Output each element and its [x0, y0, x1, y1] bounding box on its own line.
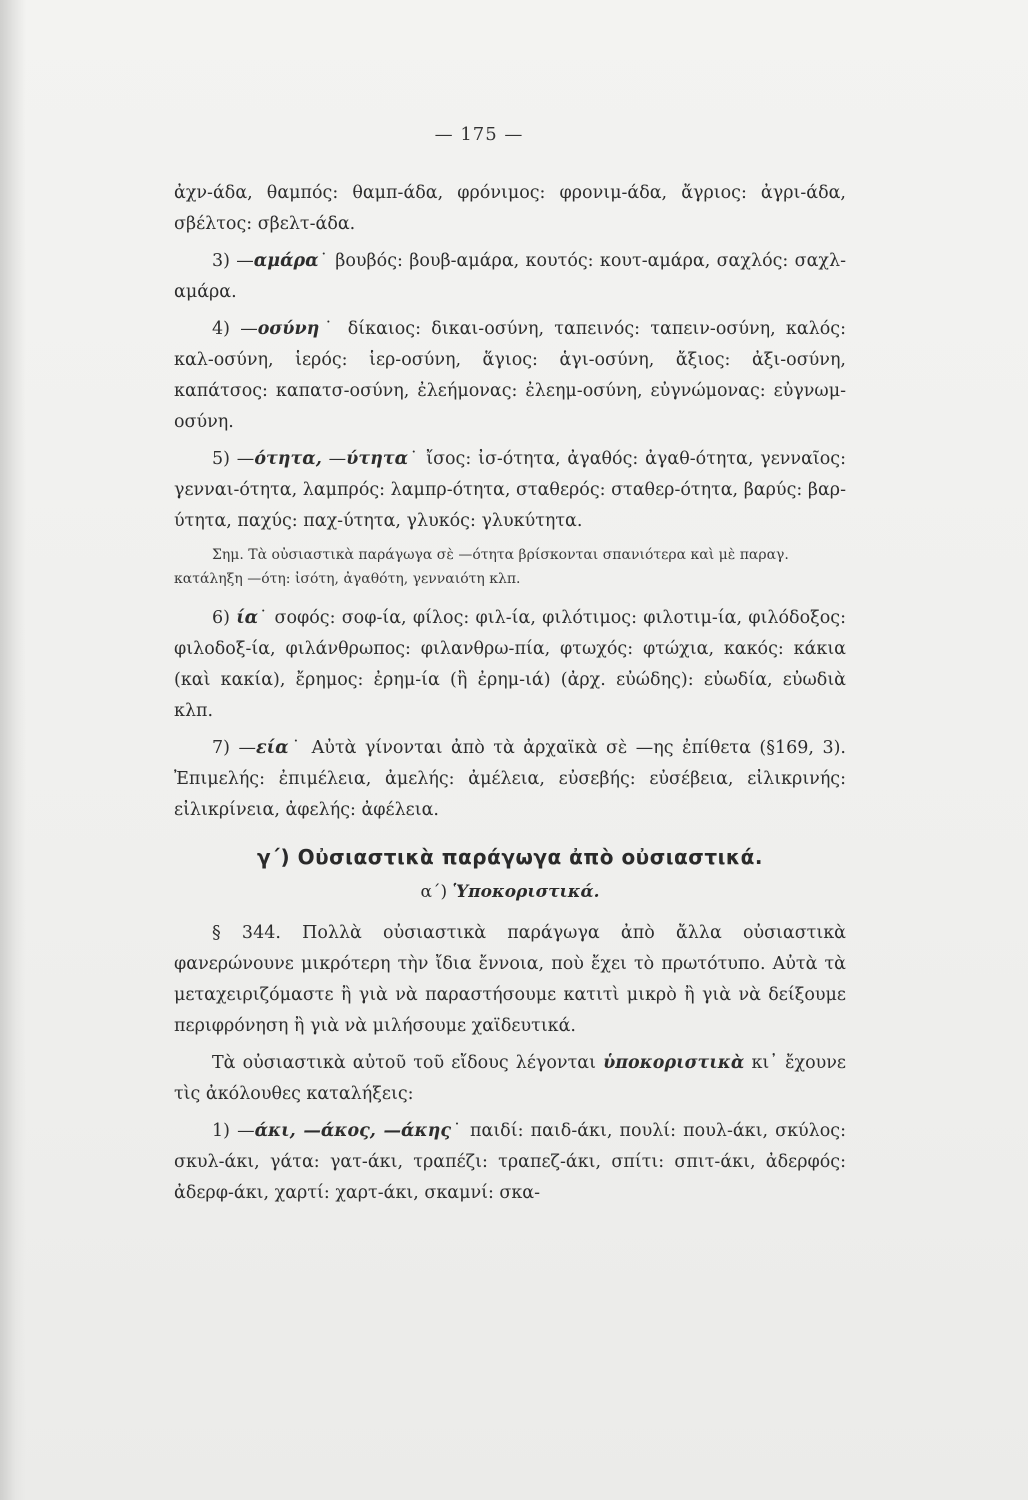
- subsection-heading: [174, 877, 846, 908]
- item-number: 5) —: [212, 449, 255, 469]
- suffix-label: εία: [255, 738, 289, 758]
- paragraph-ia: [174, 603, 846, 727]
- suffix-label: οσύνη: [257, 319, 320, 339]
- suffix-label: άκι, —άκος, —άκης: [254, 1121, 452, 1141]
- paragraph-aki: [174, 1116, 846, 1209]
- paragraph-osyni: [174, 314, 846, 438]
- item-number: 1) —: [212, 1121, 255, 1141]
- item-number: 6): [212, 608, 230, 628]
- subsection-label: Ὑποκοριστικά.: [452, 882, 600, 902]
- term-bold: ὑποκοριστικὰ: [603, 1053, 745, 1073]
- paragraph-hypocoristics: [174, 1048, 846, 1110]
- paragraph-ada-continued: ἀχν-άδα, θαμπός: θαμπ-άδα, φρόνιμος: φρονιμ-άδα, ἄγριος: ἀγρι-άδα, σβέλτος: σβελτ-άδα.: [174, 183, 846, 234]
- paragraph-text: Τὰ οὐσιαστικὰ αὐτοῦ τοῦ εἴδους λέγονται: [212, 1053, 604, 1073]
- suffix-label: αμάρα: [253, 251, 319, 271]
- section-heading: γ΄) Οὐσιαστικὰ παράγωγα ἀπὸ οὐσιαστικά.: [257, 845, 763, 869]
- suffix-separator: —: [321, 449, 347, 469]
- item-examples: ˙ δίκαιος: δικαι-οσύνη, ταπεινός: ταπειν-οσύνη, καλός: καλ-οσύνη, ἱερός: ἱερ-οσύνη, ἅγιος: ἁγι-οσύνη, ἄξιος: ἀξι-οσύνη, καπάτσος: καπατσ-οσύνη, ἐλεήμονας: ἐλεημ-οσύνη, εὐγνώμονας: εὐγνωμ-οσύνη.: [174, 319, 846, 432]
- paragraph-amara: [174, 246, 846, 308]
- page-edge-shadow: [0, 0, 26, 1500]
- item-examples: ˙ Αὐτὰ γίνονται ἀπὸ τὰ ἀρχαϊκὰ σὲ —ης ἐπίθετα (§169, 3). Ἐπιμελής: ἐπιμέλεια, ἀμελής: ἀμέλεια, εὐσεβής: εὐσέβεια, εἰλικρινής: εἰλικρίνεια, ἀφελής: ἀφέλεια.: [174, 738, 846, 820]
- page-body: [174, 178, 846, 1215]
- suffix-label: ύτητα: [346, 449, 409, 469]
- item-examples: ˙ ἴσος: ἰσ-ότητα, ἀγαθός: ἀγαθ-ότητα, γενναῖος: γενναι-ότητα, λαμπρός: λαμπρ-ότητα, σταθερός: σταθερ-ότητα, βαρύς: βαρ-ύτητα, παχύς: παχ-ύτητα, γλυκός: γλυκύτητα.: [174, 449, 846, 531]
- paragraph-otita: [174, 444, 846, 537]
- suffix-label: ία: [236, 608, 259, 628]
- paragraph-text: κι᾽ ἔχουνε τὶς ἀκόλουθες καταλήξεις:: [174, 1053, 846, 1104]
- item-number: 7) —: [212, 738, 256, 758]
- item-number: 4) —: [212, 319, 258, 339]
- item-examples: ˙ παιδί: παιδ-άκι, πουλί: πουλ-άκι, σκύλος: σκυλ-άκι, γάτα: γατ-άκι, τραπέζι: τραπεζ-άκι, σπίτι: σπιτ-άκι, ἀδερφός: ἀδερφ-άκι, χαρτί: χαρτ-άκι, σκαμνί: σκα-: [174, 1121, 847, 1203]
- item-number: 3) —: [212, 251, 254, 271]
- page-number: — 175 —: [434, 124, 524, 145]
- suffix-label: ότητα,: [254, 449, 322, 469]
- paragraph-eia: [174, 733, 846, 826]
- paragraph-344: § 344. Πολλὰ οὐσιαστικὰ παράγωγα ἀπὸ ἄλλα οὐσιαστικὰ φανερώνουνε μικρότερη τὴν ἴδια ἔννοια, ποὺ ἔχει τὸ πρωτότυπο. Αὐτὰ τὰ μεταχειριζόμαστε ἢ γιὰ νὰ παραστήσουμε κατιτὶ μικρὸ ἢ γιὰ νὰ δείξουμε περιφρόνηση ἢ γιὰ νὰ μιλήσουμε χαϊδευτικά.: [174, 923, 846, 1036]
- subsection-number: α΄): [420, 882, 448, 902]
- item-examples: ˙ βουβός: βουβ-αμάρα, κουτός: κουτ-αμάρα, σαχλός: σαχλ-αμάρα.: [174, 251, 846, 302]
- footnote-remark: Σημ. Τὰ οὐσιαστικὰ παράγωγα σὲ —ότητα βρίσκονται σπανιότερα καὶ μὲ παραγ. κατάληξη —ότη: ἰσότη, ἀγαθότη, γενναιότη κλπ.: [174, 547, 789, 587]
- item-examples: ˙ σοφός: σοφ-ία, φίλος: φιλ-ία, φιλότιμος: φιλοτιμ-ία, φιλόδοξος: φιλοδοξ-ία, φιλάνθρωπος: φιλανθρω-πία, φτωχός: φτώχια, κακός: κάκια (καὶ κακία), ἔρημος: ἐρημ-ία (ἢ ἐρημ-ιά) (ἀρχ. εὐώδης): εὐωδία, εὐωδιὰ κλπ.: [174, 608, 846, 721]
